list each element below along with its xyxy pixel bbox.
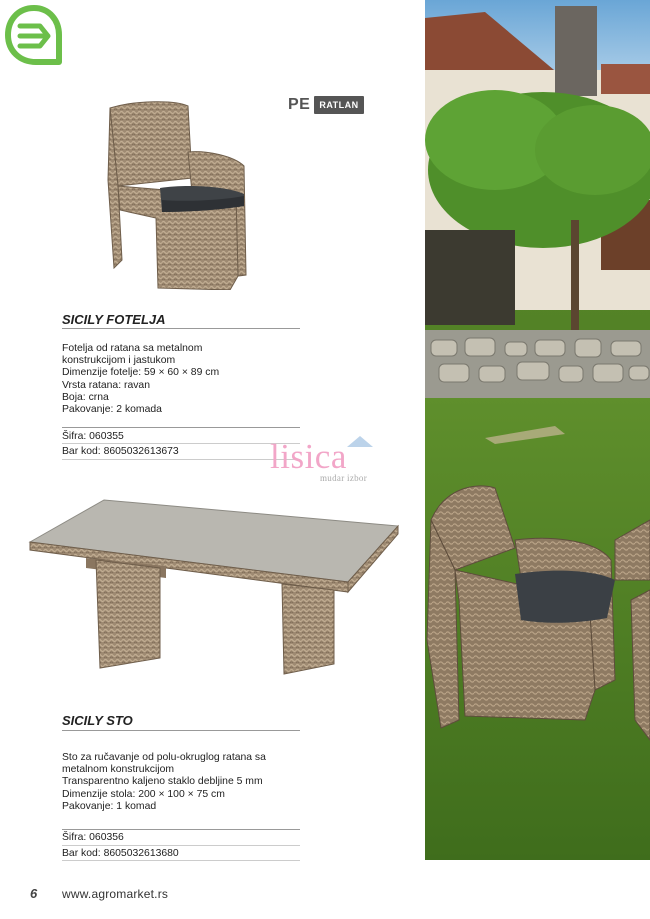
product-barcode: Bar kod: 8605032613673 bbox=[62, 446, 179, 457]
garden-lifestyle-photo bbox=[425, 0, 650, 860]
product-title: SICILY FOTELJA bbox=[62, 312, 166, 327]
description-line: Pakovanje: 1 komad bbox=[62, 800, 157, 812]
roof-icon bbox=[347, 436, 373, 447]
brand-prefix: PE bbox=[288, 96, 311, 113]
brand-badge bbox=[288, 95, 364, 115]
description-line: Dimenzije stola: 200 × 100 × 75 cm bbox=[62, 788, 225, 800]
description-line: metalnom konstrukcijom bbox=[62, 764, 175, 776]
lisica-watermark bbox=[270, 437, 382, 487]
divider bbox=[62, 459, 300, 460]
description-line: Dimenzije fotelje: 59 × 60 × 89 cm bbox=[62, 367, 220, 379]
description-line: Fotelja od ratana sa metalnom bbox=[62, 343, 203, 354]
description-line: Sto za ručavanje od polu-okruglog ratana sa bbox=[62, 752, 266, 763]
rattan-armchair-image bbox=[96, 100, 261, 290]
product-title: SICILY STO bbox=[62, 713, 133, 728]
divider bbox=[62, 427, 300, 428]
description-line: Transparentno kaljeno staklo debljine 5 mm bbox=[62, 776, 263, 788]
product-sku: Šifra: 060355 bbox=[62, 431, 124, 442]
description-line: konstrukcijom i jastukom bbox=[62, 355, 176, 367]
product-barcode: Bar kod: 8605032613680 bbox=[62, 848, 179, 859]
description-line: Boja: crna bbox=[62, 391, 109, 403]
divider bbox=[62, 730, 300, 731]
brand-label: RATLAN bbox=[314, 96, 363, 114]
rattan-table-image bbox=[26, 498, 400, 676]
website-url: www.agromarket.rs bbox=[62, 887, 169, 901]
product-description bbox=[62, 343, 302, 416]
product-sku: Šifra: 060356 bbox=[62, 832, 124, 843]
product-description bbox=[62, 752, 302, 813]
divider bbox=[62, 443, 300, 444]
description-line: Pakovanje: 2 komada bbox=[62, 404, 162, 416]
divider bbox=[62, 845, 300, 846]
watermark-tagline: mudar izbor bbox=[320, 473, 368, 483]
divider bbox=[62, 829, 300, 830]
description-line: Vrsta ratana: ravan bbox=[62, 379, 150, 391]
watermark-word: lisica bbox=[270, 437, 347, 476]
divider bbox=[62, 328, 300, 329]
divider bbox=[62, 860, 300, 861]
page-number: 6 bbox=[30, 886, 38, 901]
agromarket-leaf-logo-icon bbox=[4, 4, 64, 66]
